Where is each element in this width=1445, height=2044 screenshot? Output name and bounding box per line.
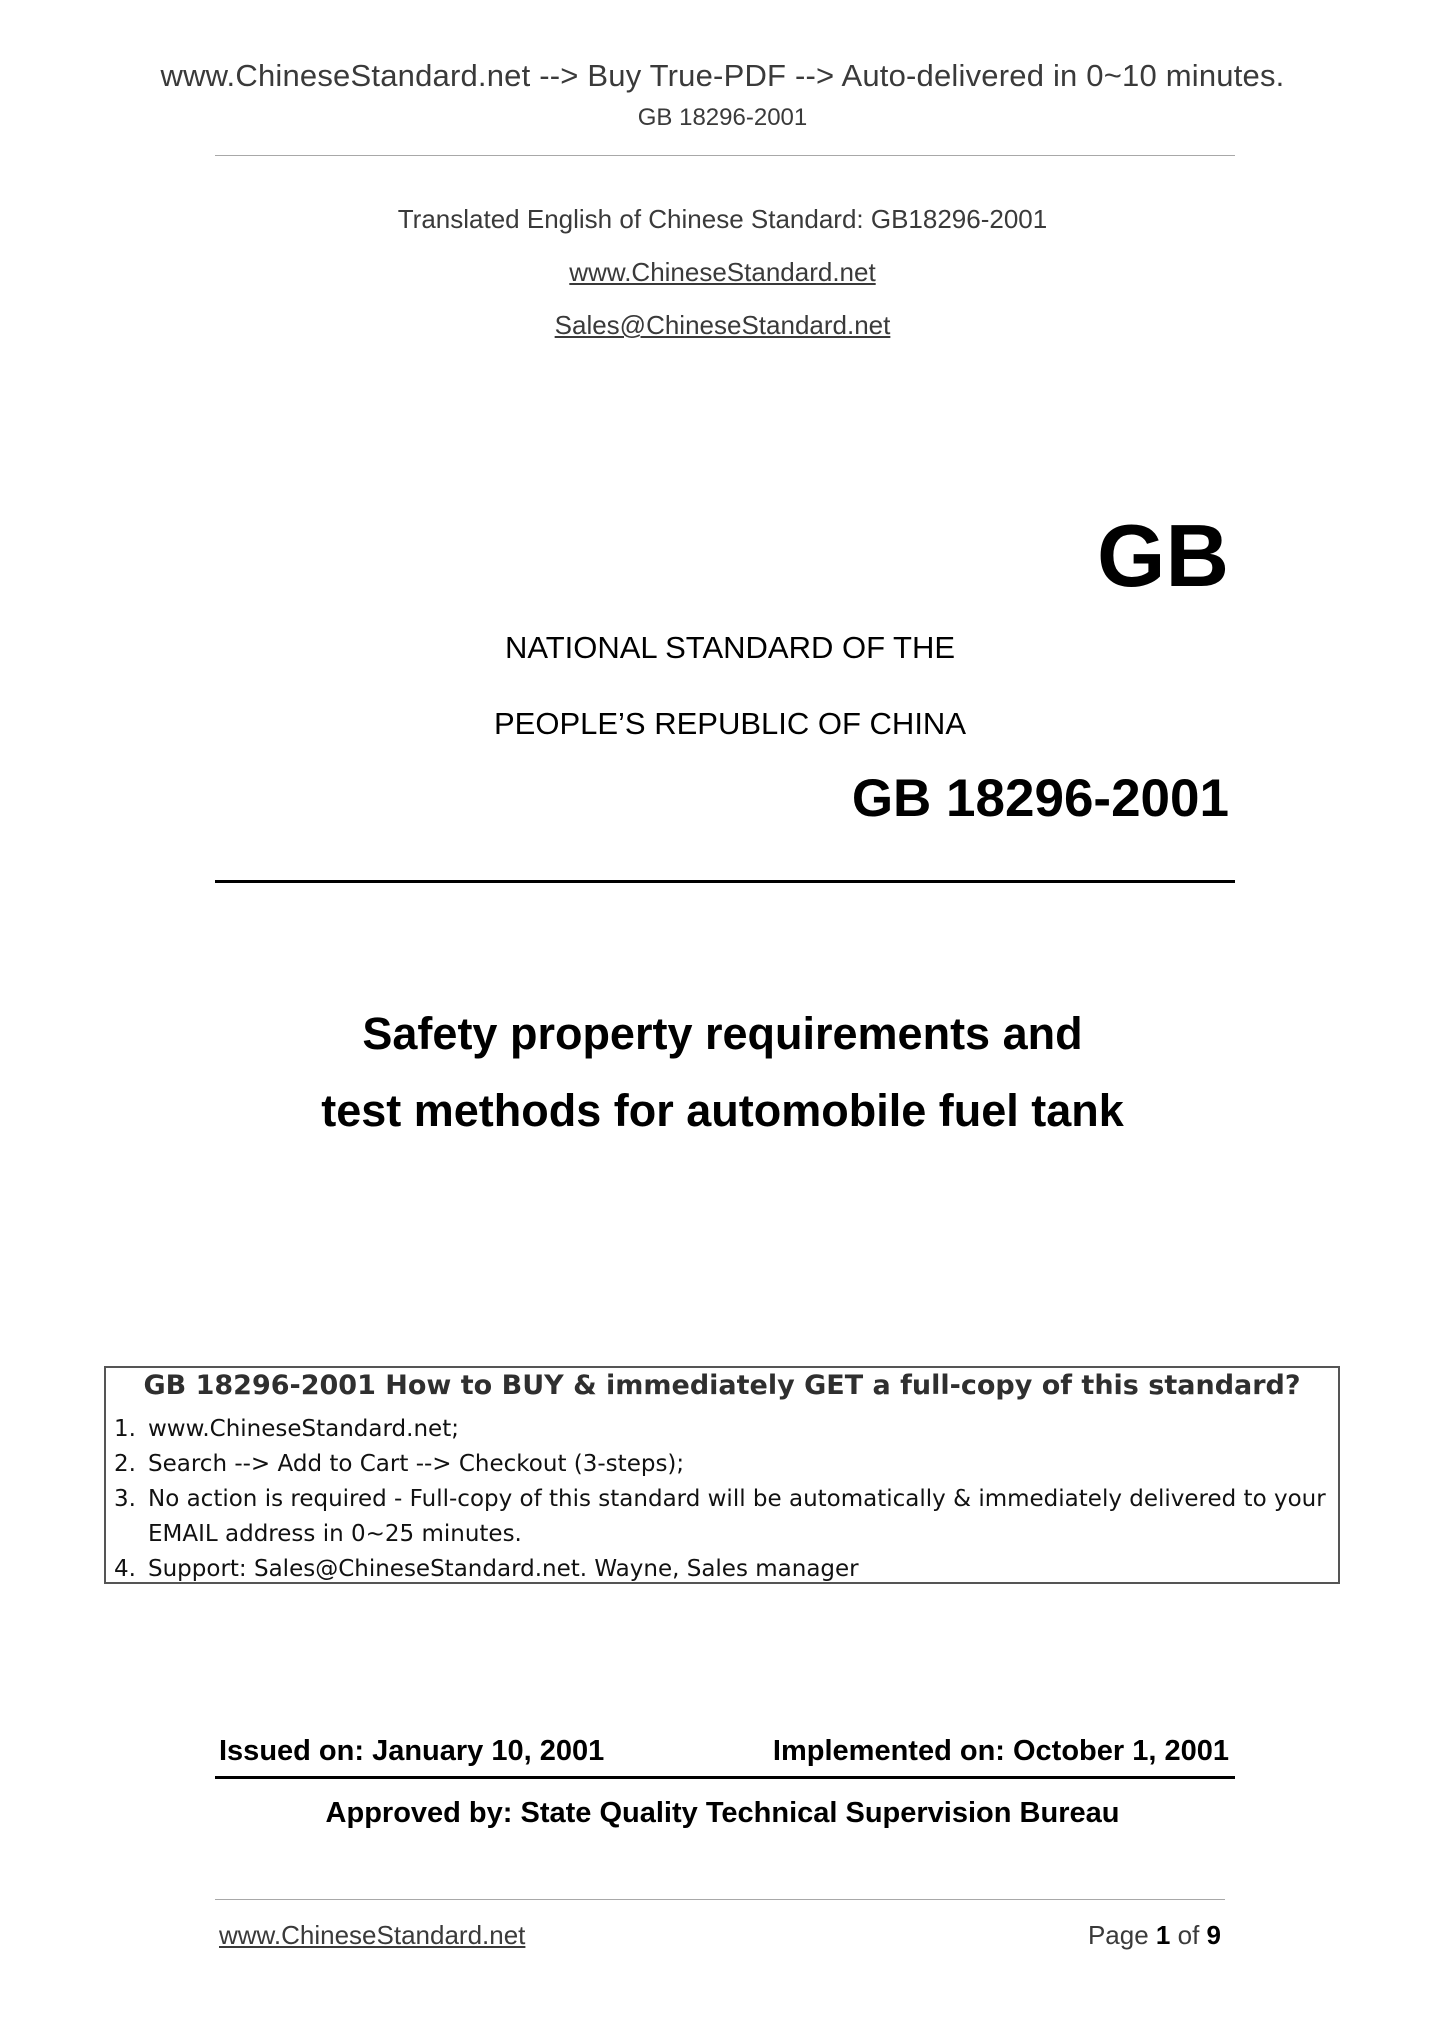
intro-website-row — [0, 257, 1445, 288]
intro-email-row — [0, 310, 1445, 341]
header-standard-id: GB 18296-2001 — [637, 104, 808, 131]
buy-step-number: 1. — [114, 1416, 136, 1442]
page-total: 9 — [1206, 1920, 1221, 1950]
approved-by: Approved by: State Quality Technical Supervision Bureau — [325, 1797, 1120, 1829]
title-line-2: test methods for automobile fuel tank — [321, 1085, 1124, 1136]
buy-step-text: No action is required - Full-copy of this standard will be automatically & immediately delivered to your EMAIL address in 0~25 minutes. — [148, 1486, 1326, 1547]
dates-divider — [215, 1776, 1235, 1779]
buy-step-number: 2. — [114, 1451, 136, 1477]
national-line-1: NATIONAL STANDARD OF THE — [504, 630, 956, 665]
buy-step-number: 4. — [114, 1556, 136, 1582]
intro-website-link[interactable]: www.ChineseStandard.net — [569, 257, 876, 287]
national-line-2: PEOPLE’S REPUBLIC OF CHINA — [493, 706, 966, 741]
intro-email-link[interactable]: Sales@ChineseStandard.net — [554, 310, 891, 340]
buy-step-text: www.ChineseStandard.net; — [148, 1416, 459, 1442]
page-of: of — [1177, 1920, 1200, 1950]
buy-step-number: 3. — [114, 1486, 136, 1512]
buy-step — [114, 1412, 1334, 1447]
buy-heading: GB 18296-2001 How to BUY & immediately GET a full-copy of this standard? — [143, 1370, 1301, 1401]
footer-divider — [215, 1899, 1225, 1900]
header-banner: www.ChineseStandard.net --> Buy True-PDF --> Auto-delivered in 0~10 minutes. — [160, 58, 1285, 93]
page-current: 1 — [1155, 1920, 1171, 1950]
footer-website-link[interactable]: www.ChineseStandard.net — [219, 1920, 526, 1950]
issued-date: Issued on: January 10, 2001 — [219, 1735, 605, 1767]
title-divider — [215, 880, 1235, 883]
buy-step — [114, 1482, 1334, 1552]
page-label: Page — [1087, 1920, 1149, 1950]
title-line-1: Safety property requirements and — [362, 1008, 1083, 1059]
header-divider — [215, 155, 1235, 156]
gb-mark: GB — [1097, 506, 1229, 605]
buy-step — [114, 1447, 1334, 1482]
buy-step-text: Search --> Add to Cart --> Checkout (3-steps); — [148, 1451, 685, 1477]
buy-step — [114, 1552, 1334, 1587]
implemented-date: Implemented on: October 1, 2001 — [772, 1735, 1229, 1767]
buy-step-text: Support: Sales@ChineseStandard.net. Wayne, Sales manager — [148, 1556, 859, 1582]
standard-code: GB 18296-2001 — [851, 769, 1229, 828]
buy-instructions-box — [104, 1366, 1340, 1584]
buy-steps-list — [114, 1412, 1334, 1587]
page-indicator — [1088, 1920, 1221, 1951]
translated-notice: Translated English of Chinese Standard: GB18296-2001 — [397, 204, 1048, 234]
